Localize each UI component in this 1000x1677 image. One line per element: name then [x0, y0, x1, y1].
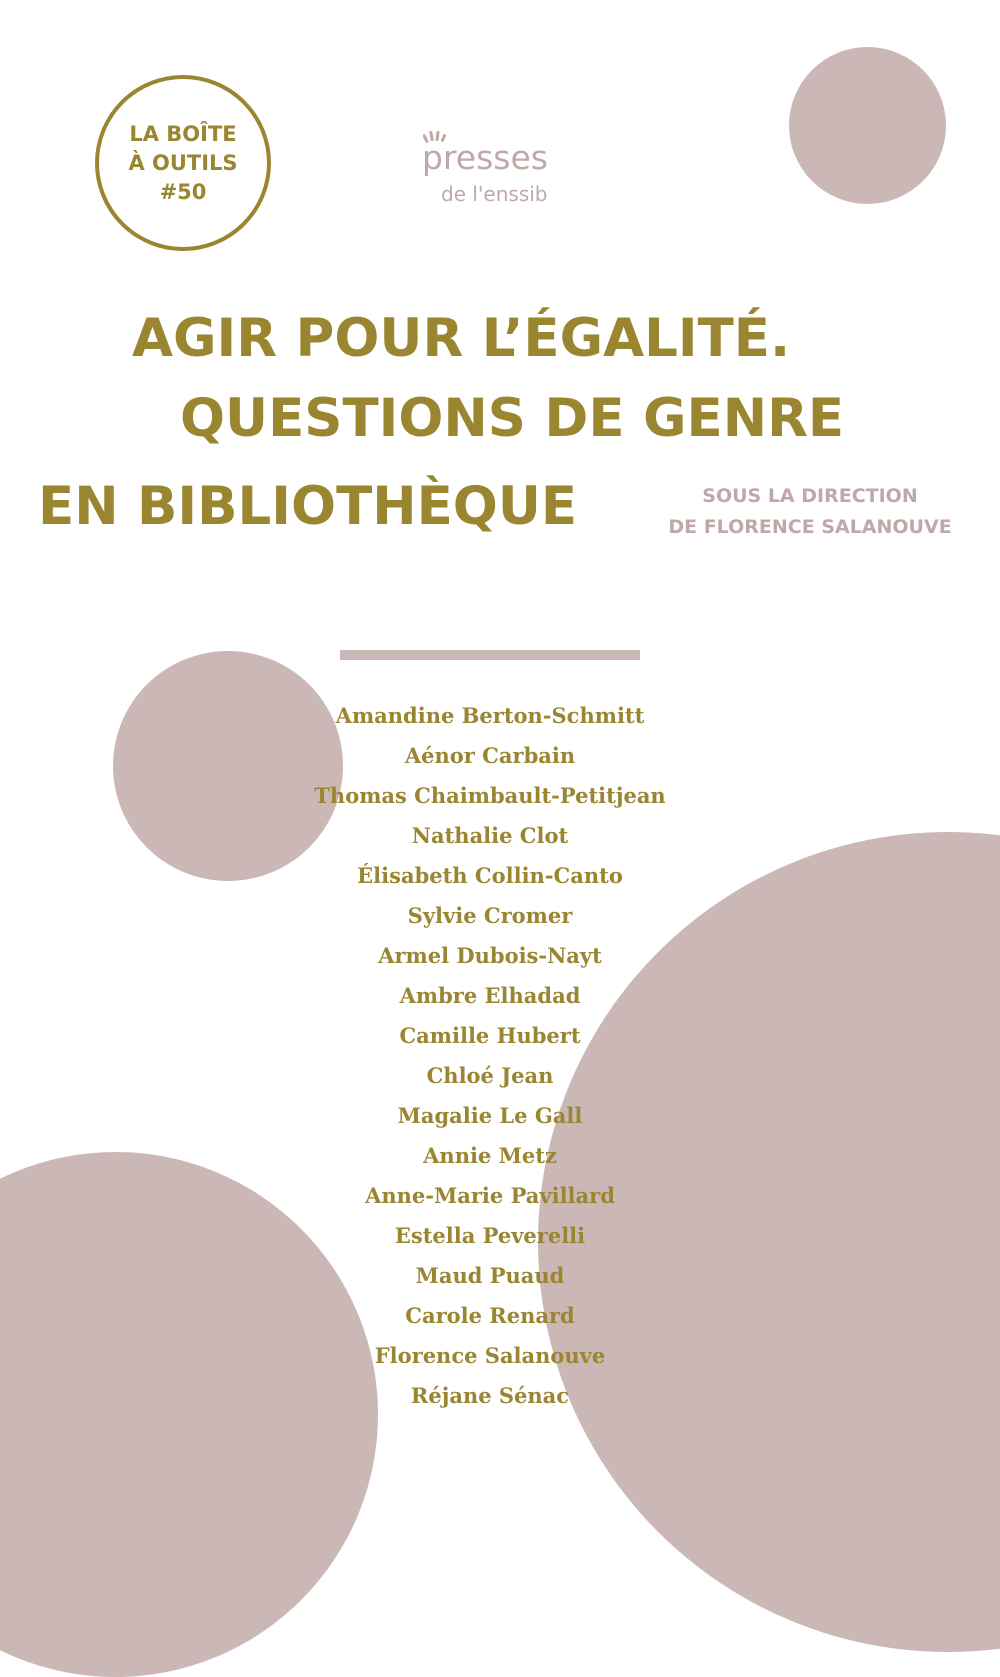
contributor-name: Sylvie Cromer [407, 903, 573, 928]
book-title-line-2: QUESTIONS DE GENRE [180, 388, 845, 449]
contributor-name: Estella Peverelli [394, 1223, 586, 1248]
contributor-name: Magalie Le Gall [397, 1103, 583, 1128]
divider-bar [340, 650, 640, 660]
series-name-line-2: À OUTILS [128, 150, 238, 175]
contributor-name: Camille Hubert [399, 1023, 581, 1048]
contributor-name: Chloé Jean [426, 1063, 554, 1088]
contributor-name: Amandine Berton-Schmitt [335, 703, 645, 728]
editor-credit [640, 481, 980, 543]
contributor-name: Maud Puaud [415, 1263, 565, 1288]
contributor-name: Réjane Sénac [410, 1383, 570, 1408]
contributor-name: Élisabeth Collin-Canto [357, 863, 623, 888]
contributor-name: Nathalie Clot [411, 823, 569, 848]
contributor-name: Florence Salanouve [374, 1343, 606, 1368]
contributor-name: Ambre Elhadad [399, 983, 581, 1008]
contributor-name: Aénor Carbain [404, 743, 576, 768]
publisher-subname: de l'enssib [441, 182, 548, 206]
decorative-circle-top-right [789, 47, 946, 204]
editor-credit-line-1: SOUS LA DIRECTION [702, 485, 918, 507]
book-title-line-3: EN BIBLIOTHÈQUE [38, 476, 578, 537]
book-title-line-1: AGIR POUR L’ÉGALITÉ. [132, 308, 791, 369]
contributor-name: Carole Renard [405, 1303, 575, 1328]
contributor-name: Armel Dubois-Nayt [378, 943, 602, 968]
series-badge [95, 75, 271, 251]
contributor-name: Thomas Chaimbault-Petitjean [314, 783, 666, 808]
series-name-line-1: LA BOÎTE [129, 121, 237, 146]
contributor-list [240, 696, 740, 1416]
contributor-name: Annie Metz [423, 1143, 557, 1168]
editor-credit-line-2: DE FLORENCE SALANOUVE [668, 516, 952, 538]
publisher-name: presses [422, 138, 548, 177]
series-number: #50 [159, 179, 207, 204]
contributor-name: Anne-Marie Pavillard [365, 1183, 615, 1208]
